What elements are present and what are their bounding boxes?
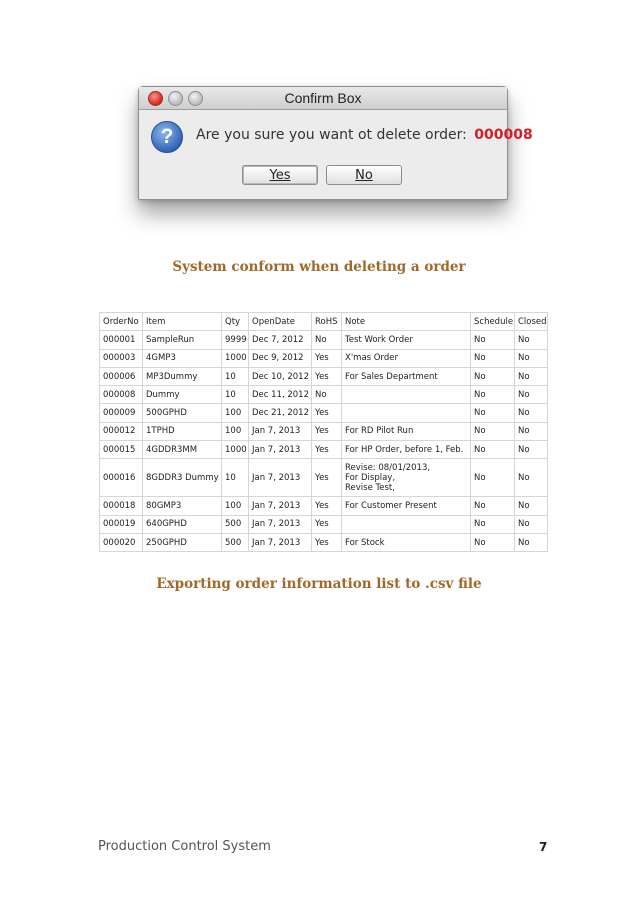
table-cell: Yes xyxy=(312,422,342,440)
table-cell: No xyxy=(515,367,548,385)
table-cell: 10 xyxy=(222,386,249,404)
table-cell: Yes xyxy=(312,497,342,515)
table-cell: Dec 11, 2012 xyxy=(249,386,312,404)
table-cell: No xyxy=(471,497,515,515)
table-cell: Jan 7, 2013 xyxy=(249,515,312,533)
table-cell: 500 xyxy=(222,533,249,551)
table-cell: No xyxy=(471,533,515,551)
orders-table-body xyxy=(100,331,548,552)
table-cell: Jan 7, 2013 xyxy=(249,497,312,515)
table-cell: No xyxy=(471,331,515,349)
table-cell: For RD Pilot Run xyxy=(342,422,471,440)
column-header[interactable]: Note xyxy=(342,313,471,331)
table-cell: No xyxy=(471,404,515,422)
table-cell: No xyxy=(312,331,342,349)
table-cell: Dec 10, 2012 xyxy=(249,367,312,385)
table-cell xyxy=(342,404,471,422)
table-cell: 000003 xyxy=(100,349,143,367)
table-cell: For Sales Department xyxy=(342,367,471,385)
dialog-title: Confirm Box xyxy=(284,90,362,106)
confirm-message-text: Are you sure you want ot delete order: xyxy=(196,127,467,143)
table-cell: No xyxy=(515,441,548,459)
table-cell: 1000 xyxy=(222,441,249,459)
table-cell: No xyxy=(515,404,548,422)
table-cell: No xyxy=(515,497,548,515)
table-cell: SampleRun xyxy=(143,331,222,349)
table-cell: Yes xyxy=(312,459,342,497)
table-cell: 640GPHD xyxy=(143,515,222,533)
column-header[interactable]: Qty xyxy=(222,313,249,331)
table-cell: For Customer Present xyxy=(342,497,471,515)
table-cell: Yes xyxy=(312,515,342,533)
table-row[interactable] xyxy=(100,404,548,422)
column-header[interactable]: OrderNo xyxy=(100,313,143,331)
table-cell: No xyxy=(471,459,515,497)
yes-button[interactable] xyxy=(242,165,318,185)
table-cell: 4GDDR3MM xyxy=(143,441,222,459)
table-cell: 250GPHD xyxy=(143,533,222,551)
confirm-message xyxy=(196,127,533,143)
table-cell: 000018 xyxy=(100,497,143,515)
table-cell: 000009 xyxy=(100,404,143,422)
table-cell: No xyxy=(471,367,515,385)
no-button-label: No xyxy=(355,168,373,183)
column-header[interactable]: OpenDate xyxy=(249,313,312,331)
table-cell: 8GDDR3 Dummy xyxy=(143,459,222,497)
table-cell: Jan 7, 2013 xyxy=(249,533,312,551)
table-cell: No xyxy=(515,386,548,404)
table-cell: Yes xyxy=(312,441,342,459)
table-cell: 10 xyxy=(222,459,249,497)
table-cell: Jan 7, 2013 xyxy=(249,422,312,440)
table-cell: Yes xyxy=(312,404,342,422)
table-header-row xyxy=(100,313,548,331)
column-header[interactable]: Item xyxy=(143,313,222,331)
table-row[interactable] xyxy=(100,459,548,497)
table-cell: No xyxy=(471,349,515,367)
no-button[interactable] xyxy=(326,165,402,185)
table-cell: Yes xyxy=(312,367,342,385)
confirm-dialog xyxy=(138,86,533,200)
table-cell: 000006 xyxy=(100,367,143,385)
table-cell: 1000 xyxy=(222,349,249,367)
table-cell: No xyxy=(471,386,515,404)
table-cell: No xyxy=(515,422,548,440)
caption-confirm: System conform when deleting a order xyxy=(172,259,466,275)
table-cell: Dec 7, 2012 xyxy=(249,331,312,349)
table-cell: 9999 xyxy=(222,331,249,349)
table-cell: No xyxy=(471,441,515,459)
table-row[interactable] xyxy=(100,515,548,533)
table-cell: No xyxy=(312,386,342,404)
dialog-titlebar[interactable] xyxy=(139,87,507,110)
table-cell: 000019 xyxy=(100,515,143,533)
table-cell: 000001 xyxy=(100,331,143,349)
table-cell: 000015 xyxy=(100,441,143,459)
table-row[interactable] xyxy=(100,441,548,459)
table-cell: 80GMP3 xyxy=(143,497,222,515)
table-row[interactable] xyxy=(100,349,548,367)
table-cell: Jan 7, 2013 xyxy=(249,459,312,497)
column-header[interactable]: Closed xyxy=(515,313,548,331)
table-cell: Dec 21, 2012 xyxy=(249,404,312,422)
table-cell xyxy=(342,386,471,404)
table-row[interactable] xyxy=(100,533,548,551)
column-header[interactable]: RoHS xyxy=(312,313,342,331)
table-row[interactable] xyxy=(100,367,548,385)
column-header[interactable]: Schedule xyxy=(471,313,515,331)
table-cell: 000016 xyxy=(100,459,143,497)
table-cell: No xyxy=(515,459,548,497)
table-row[interactable] xyxy=(100,497,548,515)
table-cell: No xyxy=(515,349,548,367)
table-cell: 500GPHD xyxy=(143,404,222,422)
page-number: 7 xyxy=(539,840,548,854)
table-cell: Dummy xyxy=(143,386,222,404)
table-cell xyxy=(342,515,471,533)
table-cell: 000012 xyxy=(100,422,143,440)
question-icon: ? xyxy=(151,121,183,153)
confirm-order-number: 000008 xyxy=(474,127,533,143)
table-cell: 100 xyxy=(222,404,249,422)
caption-export: Exporting order information list to .csv file xyxy=(156,576,482,592)
table-cell: 4GMP3 xyxy=(143,349,222,367)
table-row[interactable] xyxy=(100,331,548,349)
table-cell: No xyxy=(515,331,548,349)
yes-button-label: Yes xyxy=(269,168,291,183)
table-cell: Jan 7, 2013 xyxy=(249,441,312,459)
table-cell: 500 xyxy=(222,515,249,533)
table-cell: No xyxy=(515,515,548,533)
orders-table xyxy=(99,312,548,552)
table-cell: 1TPHD xyxy=(143,422,222,440)
table-cell: For Stock xyxy=(342,533,471,551)
table-cell: X'mas Order xyxy=(342,349,471,367)
table-cell: Revise: 08/01/2013, For Display, Revise Test, xyxy=(342,459,471,497)
table-cell: 100 xyxy=(222,497,249,515)
table-cell: 000020 xyxy=(100,533,143,551)
table-cell: No xyxy=(471,422,515,440)
table-cell: No xyxy=(471,515,515,533)
table-cell: 100 xyxy=(222,422,249,440)
table-row[interactable] xyxy=(100,422,548,440)
table-row[interactable] xyxy=(100,386,548,404)
table-cell: MP3Dummy xyxy=(143,367,222,385)
table-cell: For HP Order, before 1, Feb. xyxy=(342,441,471,459)
table-cell: Dec 9, 2012 xyxy=(249,349,312,367)
table-cell: Yes xyxy=(312,349,342,367)
table-cell: Test Work Order xyxy=(342,331,471,349)
table-cell: No xyxy=(515,533,548,551)
table-cell: 000008 xyxy=(100,386,143,404)
footer-title: Production Control System xyxy=(98,839,271,854)
table-cell: Yes xyxy=(312,533,342,551)
table-cell: 10 xyxy=(222,367,249,385)
